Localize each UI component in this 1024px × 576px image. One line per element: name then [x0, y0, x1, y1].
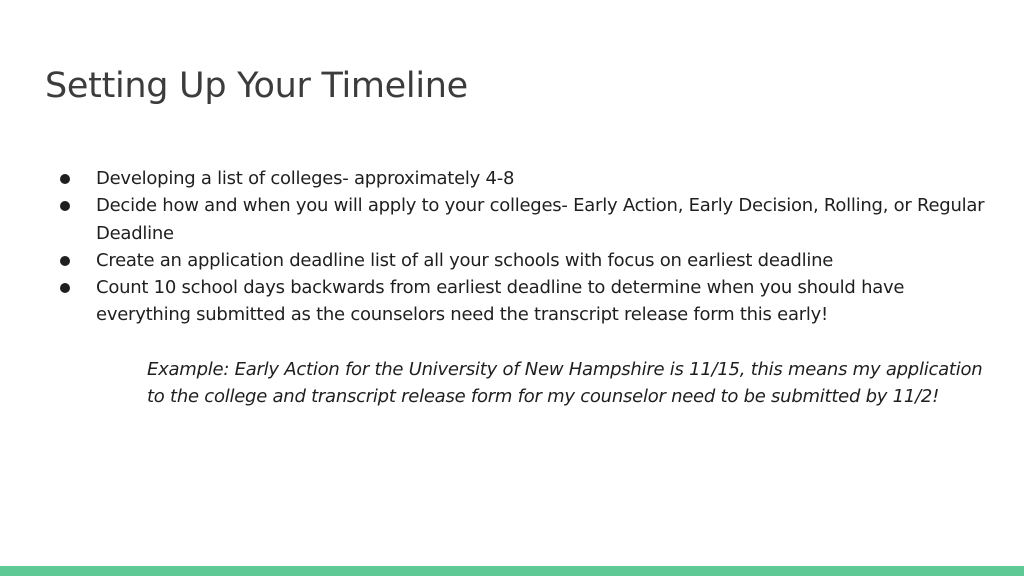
bullet-item — [56, 274, 986, 329]
bullet-dot-icon — [60, 256, 70, 266]
bullet-dot-icon — [60, 174, 70, 184]
bullet-text: Count 10 school days backwards from earliest deadline to determine when you should have everything submitted as the counselors need the transcript release form this early! — [96, 277, 905, 326]
bullet-dot-icon — [60, 283, 70, 293]
slide-title: Setting Up Your Timeline — [45, 66, 468, 106]
bullet-item — [56, 192, 986, 247]
bullet-item — [56, 247, 986, 274]
bullet-dot-icon — [60, 201, 70, 211]
bullet-list — [56, 165, 986, 329]
bullet-item — [56, 165, 986, 192]
example-text: Example: Early Action for the University of New Hampshire is 11/15, this means my application to the college and transcript release form for my counselor need to be submitted by 11/2! — [147, 359, 983, 408]
bullet-text: Create an application deadline list of all your schools with focus on earliest deadline — [96, 249, 834, 271]
accent-bar — [0, 566, 1024, 576]
bullet-text: Developing a list of colleges- approximately 4-8 — [96, 168, 515, 189]
bullet-text: Decide how and when you will apply to your colleges- Early Action, Early Decision, Rolling, or Regular Deadline — [96, 195, 985, 244]
